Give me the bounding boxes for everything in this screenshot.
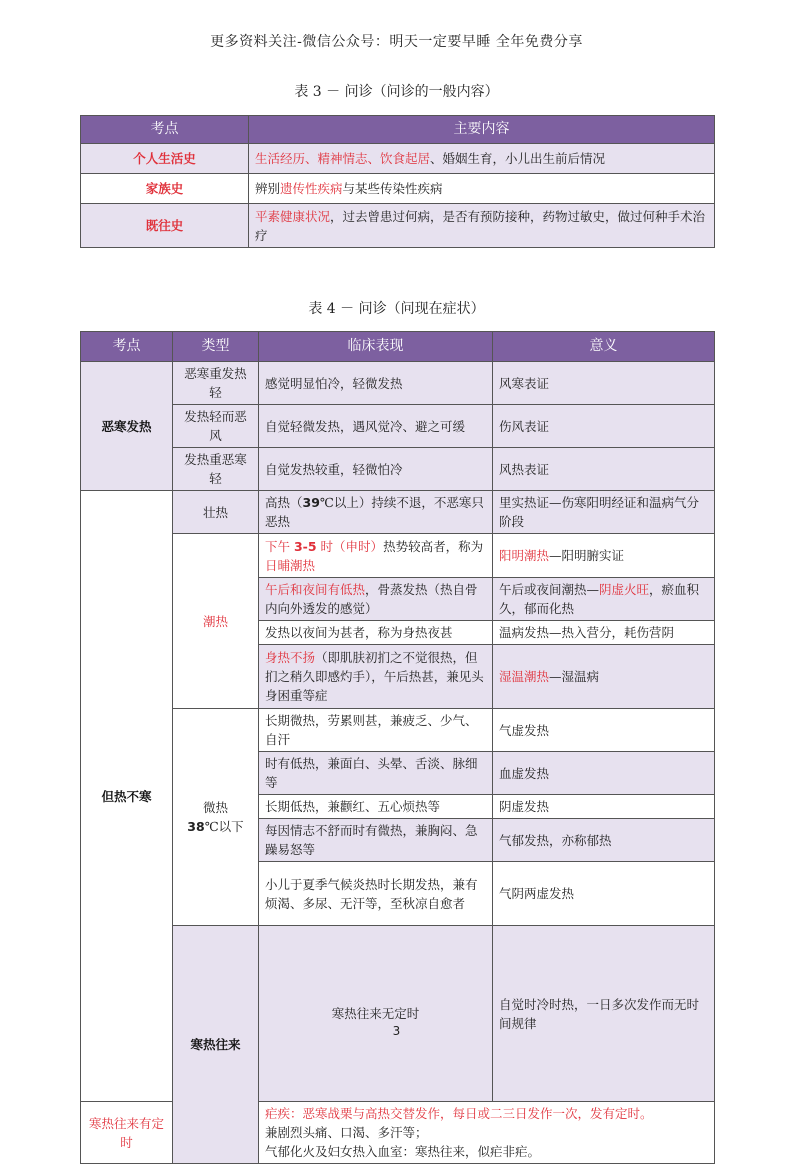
type-cell: 发热轻而恶风: [173, 405, 259, 448]
meaning-cell: 气郁发热，亦称郁热: [493, 819, 715, 862]
clinical-cell: 午后和夜间有低热，骨蒸发热（热自骨内向外透发的感觉）: [259, 578, 493, 621]
meaning-cell: 气虚发热: [493, 709, 715, 752]
table-row: [81, 926, 715, 1102]
point-personal-history: 个人生活史: [81, 144, 249, 174]
meaning-cell: 温病发热—热入营分，耗伤营阴: [493, 621, 715, 645]
type-cell: 发热重恶寒轻: [173, 448, 259, 491]
table-row: [81, 174, 715, 204]
clinical-cell: 高热（39℃以上）持续不退，不恶寒只恶热: [259, 491, 493, 534]
table4-header-meaning: 意义: [493, 332, 715, 362]
clinical-cell: 感觉明显怕冷，轻微发热: [259, 362, 493, 405]
point-chills-fever: 恶寒发热: [81, 362, 173, 491]
page-header: 更多资料关注-微信公众号：明天一定要早睡 全年免费分享: [210, 34, 583, 50]
type-cell: 寒热往来无定时: [259, 926, 493, 1102]
meaning-cell: 阴虚发热: [493, 795, 715, 819]
table3-caption: 表 3 － 问诊（问诊的一般内容）: [294, 84, 499, 100]
table-row: [81, 709, 715, 752]
content-cell: 生活经历、精神情志、饮食起居、婚姻生育，小儿出生前后情况: [249, 144, 715, 174]
meaning-cell: 湿温潮热—湿温病: [493, 645, 715, 709]
table-row: [81, 448, 715, 491]
clinical-cell: 长期低热，兼颧红、五心烦热等: [259, 795, 493, 819]
clinical-cell: 下午 3-5 时（申时）热势较高者，称为日晡潮热: [259, 534, 493, 578]
clinical-cell: 长期微热，劳累则甚，兼疲乏、少气、自汗: [259, 709, 493, 752]
table3: [80, 115, 715, 248]
meaning-cell: 风寒表证: [493, 362, 715, 405]
type-cell: 寒热往来有定时: [81, 1102, 173, 1164]
meaning-cell: 伤风表证: [493, 405, 715, 448]
clinical-cell: 时有低热，兼面白、头晕、舌淡、脉细等: [259, 752, 493, 795]
page-number: 3: [392, 1024, 401, 1038]
meaning-cell: 阳明潮热—阳明腑实证: [493, 534, 715, 578]
clinical-cell: 发热以夜间为甚者，称为身热夜甚: [259, 621, 493, 645]
table4-header-type: 类型: [173, 332, 259, 362]
point-fever-no-chill: 但热不寒: [81, 491, 173, 1102]
clinical-cell: 自觉时冷时热，一日多次发作而无时间规律: [493, 926, 715, 1102]
content-cell: 平素健康状况，过去曾患过何病，是否有预防接种，药物过敏史，做过何种手术治疗: [249, 204, 715, 248]
clinical-cell: 每因情志不舒而时有微热，兼胸闷、急躁易怒等: [259, 819, 493, 862]
type-low-fever: 微热 38℃以下: [173, 709, 259, 926]
clinical-cell: 身热不扬（即肌肤初扪之不觉很热，但扪之稍久即感灼手），午后热甚，兼见头身困重等症: [259, 645, 493, 709]
table4: [80, 331, 715, 1164]
table-row: [81, 405, 715, 448]
meaning-cell: 里实热证—伤寒阳明经证和温病气分阶段: [493, 491, 715, 534]
meaning-cell: 气阴两虚发热: [493, 862, 715, 926]
type-cell: 恶寒重发热轻: [173, 362, 259, 405]
clinical-cell: 自觉轻微发热，遇风觉冷、避之可缓: [259, 405, 493, 448]
table4-header-point: 考点: [81, 332, 173, 362]
table-row: [81, 491, 715, 534]
table3-header-content: 主要内容: [249, 116, 715, 144]
meaning-cell: 午后或夜间潮热—阴虚火旺，瘀血积久，郁而化热: [493, 578, 715, 621]
table-row: [81, 534, 715, 578]
content-cell: 辨别遗传性疾病与某些传染性疾病: [249, 174, 715, 204]
table4-caption: 表 4 － 问诊（问现在症状）: [308, 301, 485, 317]
meaning-cell: 风热表证: [493, 448, 715, 491]
point-past-history: 既往史: [81, 204, 249, 248]
table-row: [81, 144, 715, 174]
table4-header-clinical: 临床表现: [259, 332, 493, 362]
table-row: [81, 362, 715, 405]
point-alternating-chills-fever: 寒热往来: [173, 926, 259, 1164]
clinical-cell: 自觉发热较重，轻微怕冷: [259, 448, 493, 491]
clinical-cell: 疟疾：恶寒战栗与高热交替发作，每日或二三日发作一次，发有定时。 兼剧烈头痛、口渴、多汗等； 气郁化火及妇女热入血室：寒热往来，似疟非疟。: [259, 1102, 715, 1164]
meaning-cell: 血虚发热: [493, 752, 715, 795]
type-tidal-fever: 潮热: [173, 534, 259, 709]
clinical-cell: 小儿于夏季气候炎热时长期发热，兼有烦渴、多尿、无汗等，至秋凉自愈者: [259, 862, 493, 926]
type-cell: 壮热: [173, 491, 259, 534]
point-family-history: 家族史: [81, 174, 249, 204]
table-row: [81, 204, 715, 248]
table3-header-point: 考点: [81, 116, 249, 144]
